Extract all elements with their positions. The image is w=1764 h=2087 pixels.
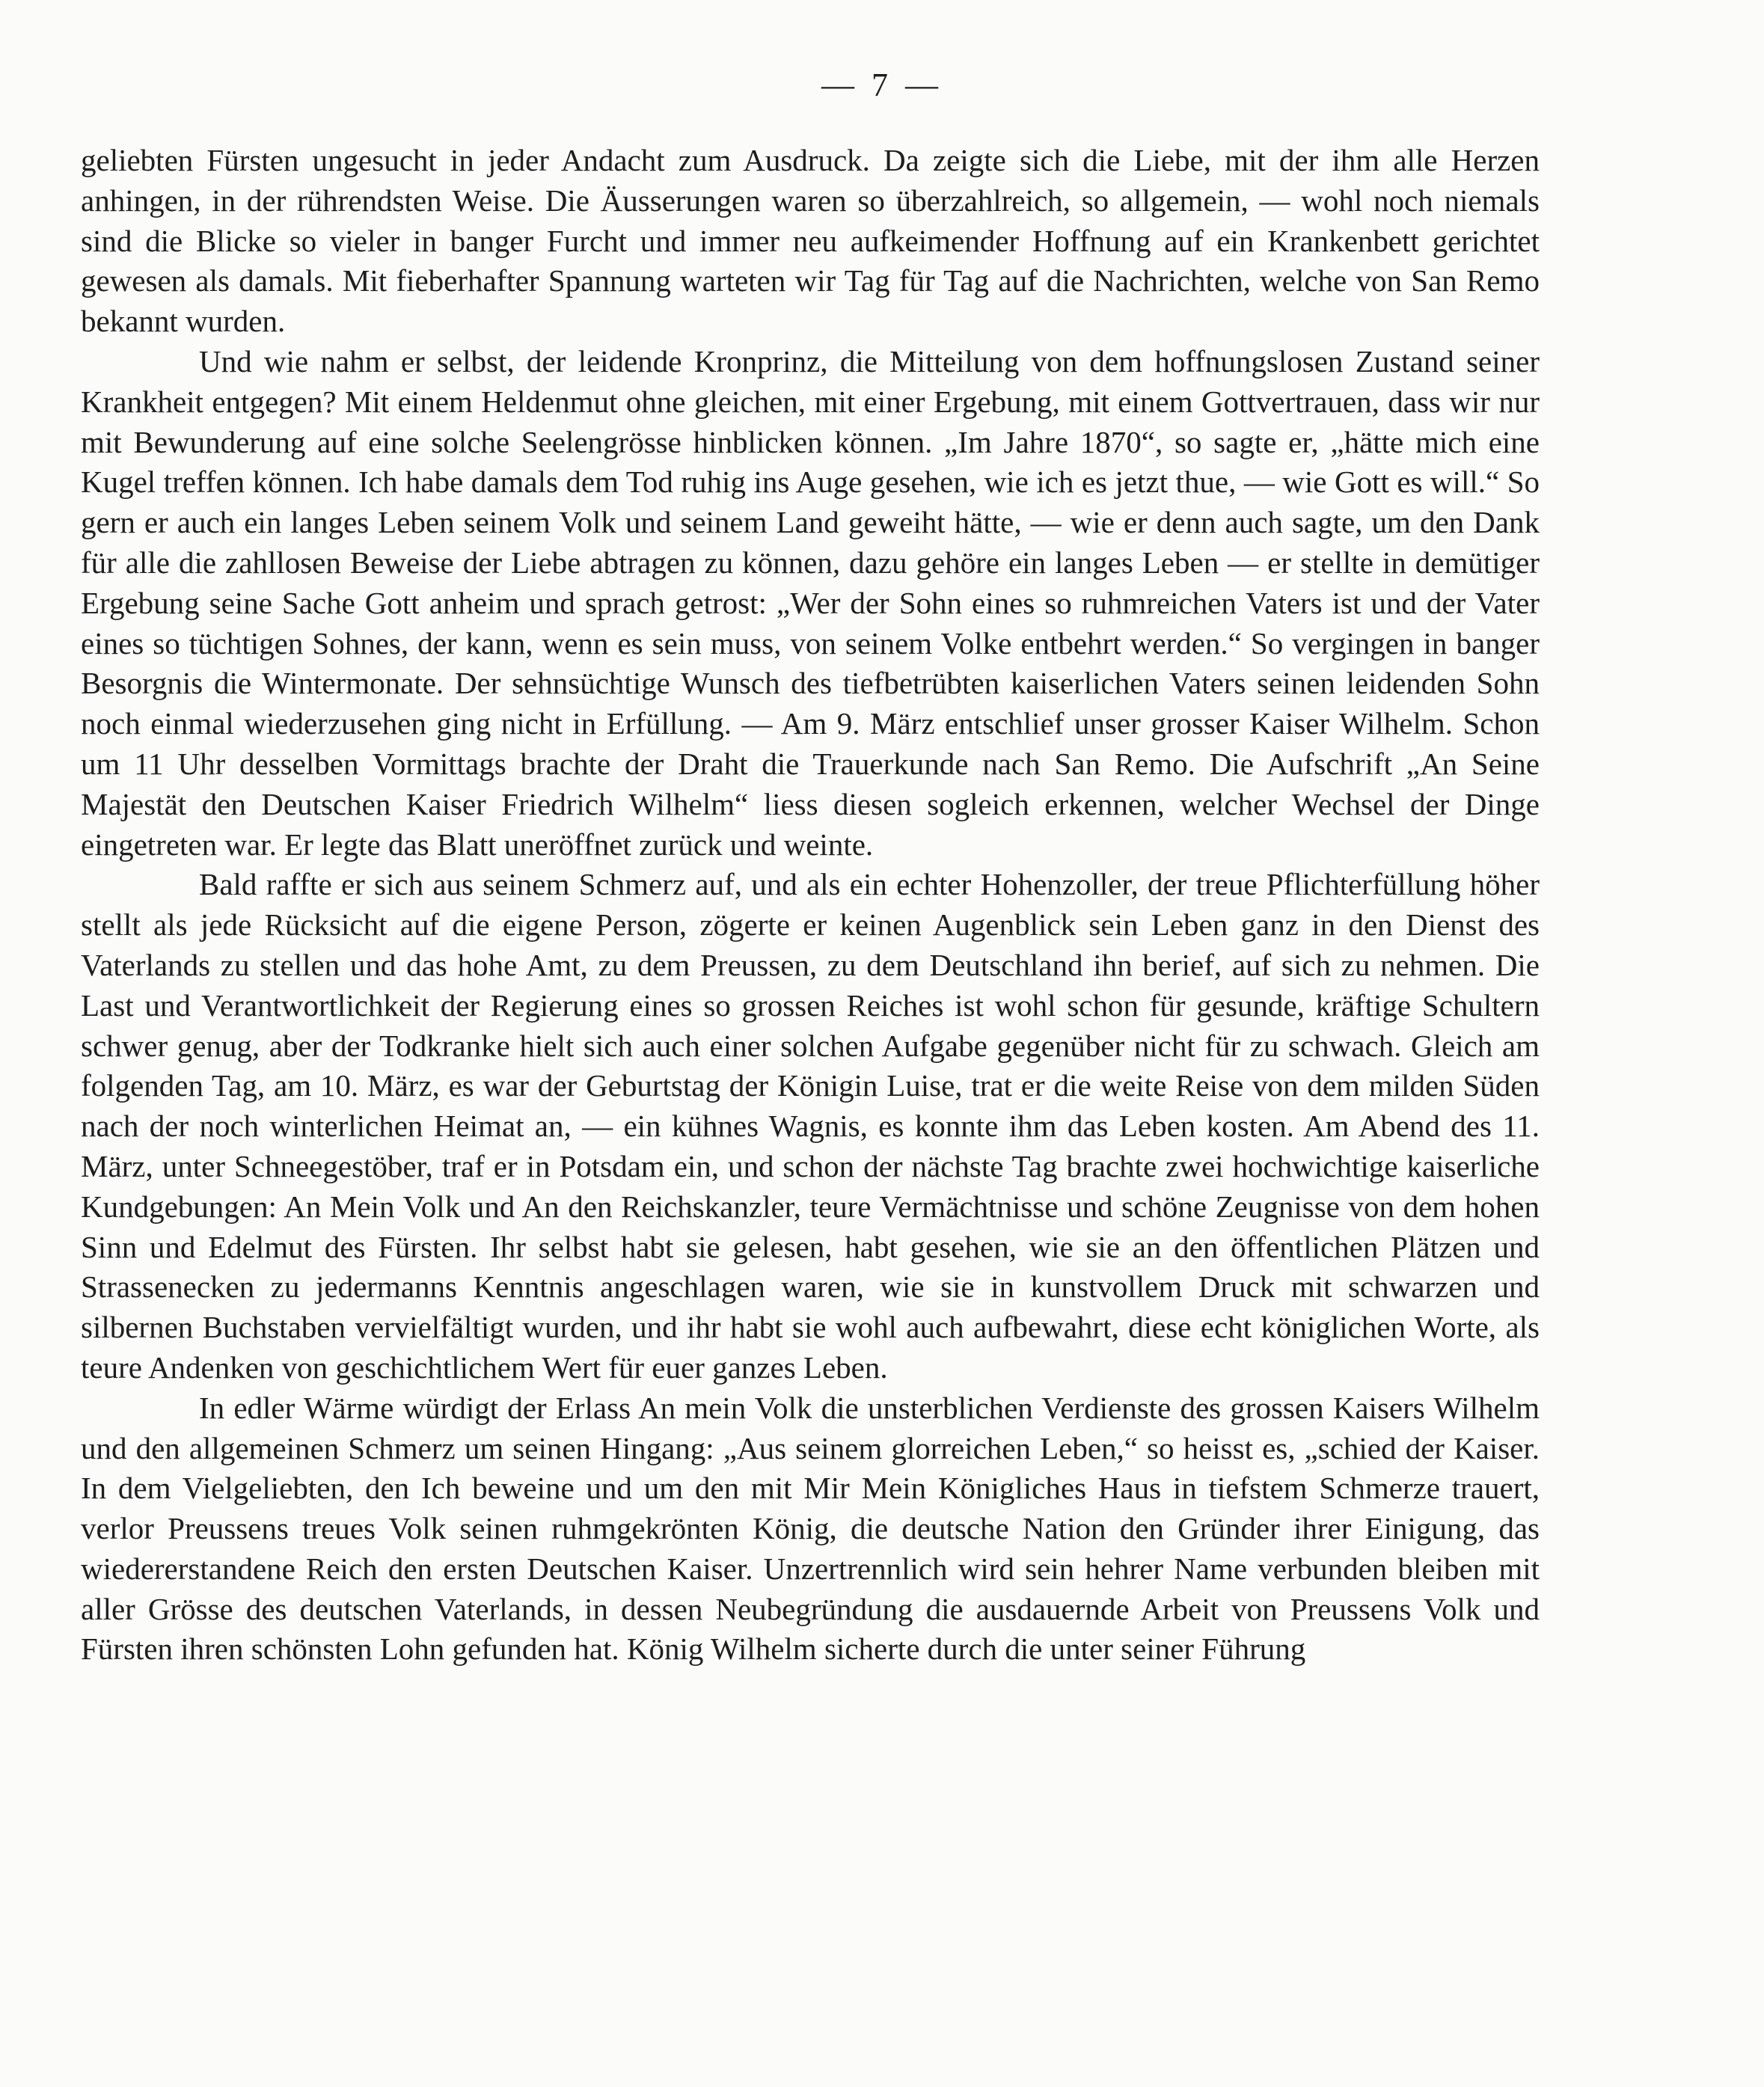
paragraph-3: Bald raffte er sich aus seinem Schmerz auf, und als ein echter Hohenzoller, der treue Pflichterfüllung höher stellt als jede Rücksicht auf die eigene Person, zögerte er keinen Augenblick sein Leben ganz in den Dienst des Vaterlands zu stellen und das hohe Amt, zu dem Preussen, zu dem Deutschland ihn berief, auf sich zu nehmen. Die Last und Verantwortlichkeit der Regierung eines so grossen Reiches ist wohl schon für gesunde, kräftige Schultern schwer genug, aber der Todkranke hielt sich auch einer solchen Aufgabe gegenüber nicht für zu schwach. Gleich am folgenden Tag, am 10. März, es war der Geburtstag der Königin Luise, trat er die weite Reise von dem milden Süden nach der noch winterlichen Heimat an, — ein kühnes Wagnis, es konnte ihm das Leben kosten. Am Abend des 11. März, unter Schneegestöber, traf er in Potsdam ein, und schon der nächste Tag brachte zwei hochwichtige kaiserliche Kundgebungen: An Mein Volk und An den Reichskanzler, teure Vermächtnisse und schöne Zeugnisse von dem hohen Sinn und Edelmut des Fürsten. Ihr selbst habt sie gelesen, habt gesehen, wie sie an den öffentlichen Plätzen und Strassenecken zu jedermanns Kenntnis angeschlagen waren, wie sie in kunstvollem Druck mit schwarzen und silbernen Buchstaben vervielfältigt wurden, und ihr habt sie wohl auch aufbewahrt, diese echt königlichen Worte, als teure Andenken von geschichtlichem Wert für euer ganzes Leben.: [81, 867, 1540, 1385]
page-number: — 7 —: [821, 67, 943, 103]
paragraph-4: In edler Wärme würdigt der Erlass An mein Volk die unsterblichen Verdienste des grossen Kaisers Wilhelm und den allgemeinen Schmerz um seinen Hingang: „Aus seinem glorreichen Leben,“ so heisst es, „schied der Kaiser. In dem Vielgeliebten, den Ich beweine und um den mit Mir Mein Königliches Haus in tiefstem Schmerze trauert, verlor Preussens treues Volk seinen ruhmgekrönten König, die deutsche Nation den Gründer ihrer Einigung, das wiedererstandene Reich den ersten Deutschen Kaiser. Unzertrennlich wird sein hehrer Name verbunden bleiben mit aller Grösse des deutschen Vaterlands, in dessen Neubegründung die ausdauernde Arbeit von Preussens Volk und Fürsten ihren schönsten Lohn gefunden hat. König Wilhelm sicherte durch die unter seiner Führung: [81, 1390, 1540, 1667]
body-text: [81, 141, 1540, 1670]
paragraph-2: Und wie nahm er selbst, der leidende Kronprinz, die Mitteilung von dem hoffnungslosen Zustand seiner Krankheit entgegen? Mit einem Heldenmut ohne gleichen, mit einer Ergebung, mit einem Gottvertrauen, dass wir nur mit Bewunderung auf eine solche Seelengrösse hinblicken können. „Im Jahre 1870“, so sagte er, „hätte mich eine Kugel treffen können. Ich habe damals dem Tod ruhig ins Auge gesehen, wie ich es jetzt thue, — wie Gott es will.“ So gern er auch ein langes Leben seinem Volk und seinem Land geweiht hätte, — wie er denn auch sagte, um den Dank für alle die zahllosen Beweise der Liebe abtragen zu können, dazu gehöre ein langes Leben — er stellte in demütiger Ergebung seine Sache Gott anheim und sprach getrost: „Wer der Sohn eines so ruhmreichen Vaters ist und der Vater eines so tüchtigen Sohnes, der kann, wenn es sein muss, von seinem Volke entbehrt werden.“ So vergingen in banger Besorgnis die Wintermonate. Der sehnsüchtige Wunsch des tiefbetrübten kaiserlichen Vaters seinen leidenden Sohn noch einmal wiederzusehen ging nicht in Erfüllung. — Am 9. März entschlief unser grosser Kaiser Wilhelm. Schon um 11 Uhr desselben Vormittags brachte der Draht die Trauerkunde nach San Remo. Die Aufschrift „An Seine Majestät den Deutschen Kaiser Friedrich Wilhelm“ liess diesen sogleich erkennen, welcher Wechsel der Dinge eingetreten war. Er legte das Blatt uneröffnet zurück und weinte.: [81, 343, 1540, 862]
paragraph-1: geliebten Fürsten ungesucht in jeder Andacht zum Ausdruck. Da zeigte sich die Liebe, mit der ihm alle Herzen anhingen, in der rührendsten Weise. Die Äusserungen waren so überzahlreich, so allgemein, — wohl noch niemals sind die Blicke so vieler in banger Furcht und immer neu aufkeimender Hoffnung auf ein Krankenbett gerichtet gewesen als damals. Mit fieberhafter Spannung warteten wir Tag für Tag auf die Nachrichten, welche von San Remo bekannt wurden.: [81, 143, 1540, 339]
